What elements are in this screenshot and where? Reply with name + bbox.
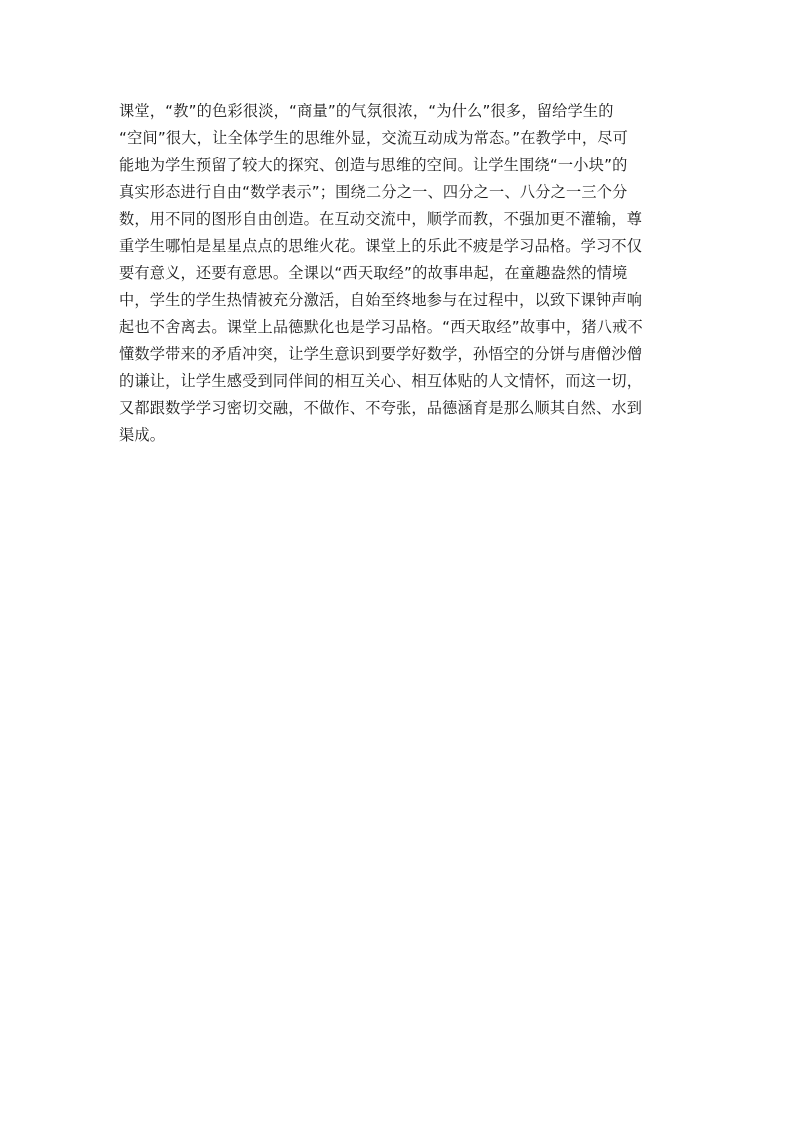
paragraph-line: 又都跟数学学习密切交融，不做作、不夸张，品德涵育是那么顺其自然、水到 [119,399,643,417]
paragraph-line: 课堂，“教”的色彩很淡，“商量”的气氛很浓，“为什么”很多，留给学生的 [119,102,614,120]
paragraph-line: “空间”很大，让全体学生的思维外显，交流互动成为常态。”在教学中，尽可 [119,129,629,147]
paragraph-line: 重学生哪怕是星星点点的思维火花。课堂上的乐此不疲是学习品格。学习不仅 [119,237,643,255]
body-paragraph [119,98,679,449]
paragraph-line: 起也不舍离去。课堂上品德默化也是学习品格。“西天取经”故事中，猪八戒不 [119,318,643,336]
paragraph-line: 渠成。 [119,426,166,444]
paragraph-line: 懂数学带来的矛盾冲突，让学生意识到要学好数学，孙悟空的分饼与唐僧沙僧 [119,345,643,363]
paragraph-line: 能地为学生预留了较大的探究、创造与思维的空间。让学生围绕“一小块”的 [119,156,628,174]
paragraph-line: 要有意义，还要有意思。全课以“西天取经”的故事串起，在童趣盎然的情境 [119,264,628,282]
paragraph-line: 的谦让，让学生感受到同伴间的相互关心、相互体贴的人文情怀，而这一切， [119,372,643,390]
paragraph-line: 真实形态进行自由“数学表示”；围绕二分之一、四分之一、八分之一三个分 [119,183,628,201]
paragraph-line: 数，用不同的图形自由创造。在互动交流中，顺学而教，不强加更不灌输，尊 [119,210,643,228]
paragraph-line: 中，学生的学生热情被充分激活，自始至终地参与在过程中，以致下课钟声响 [119,291,643,309]
